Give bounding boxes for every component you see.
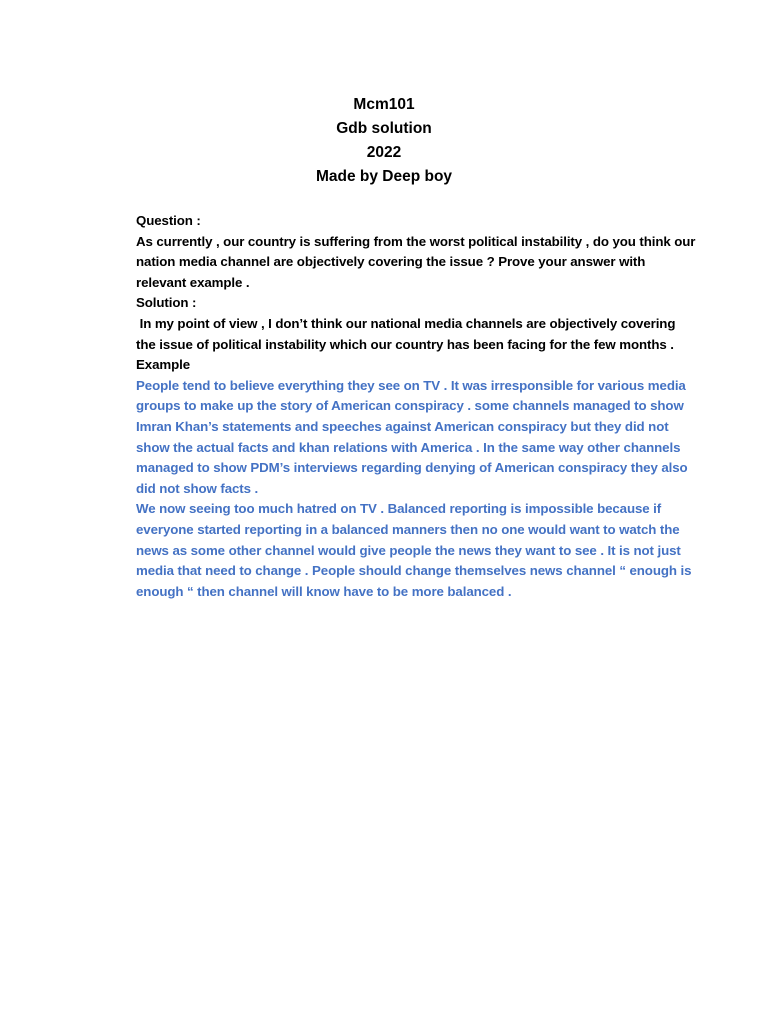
question-text: As currently , our country is suffering from the worst political instability , do you think our nation media channel are objectively covering the issue ? Prove your answer with relevant example .: [136, 233, 696, 290]
solution-text: In my point of view , I don’t think our national media channels are objectively covering the issue of political instability which our country has been facing for the few months .: [136, 315, 679, 352]
question-label: Question :: [136, 213, 201, 228]
example-label: Example: [136, 357, 190, 373]
document-body: [136, 211, 696, 602]
example-paragraph: We now seeing too much hatred on TV . Balanced reporting is impossible because if everyone started reporting in a balanced manners then no one would want to watch the news as some other channel would give people the news they want to see . It is not just media that need to change . People should change themselves news channel “ enough is enough “ then channel will know have to be more balanced .: [136, 501, 692, 599]
document-author: Made by Deep boy: [315, 168, 453, 185]
example-paragraph: People tend to believe everything they see on TV . It was irresponsible for various media groups to make up the story of American conspiracy . some channels managed to show Imran Khan’s statements and speeches against American conspiracy but they did not show the actual facts and khan relations with America . In the same way other channels managed to show PDM’s interviews regarding denying of American conspiracy they also did not show facts .: [136, 377, 688, 496]
document-type: Gdb solution: [336, 120, 432, 137]
solution-label: Solution :: [136, 295, 197, 311]
course-code: Mcm101: [353, 96, 415, 113]
document-year: 2022: [366, 144, 402, 161]
document-title: [0, 93, 768, 189]
